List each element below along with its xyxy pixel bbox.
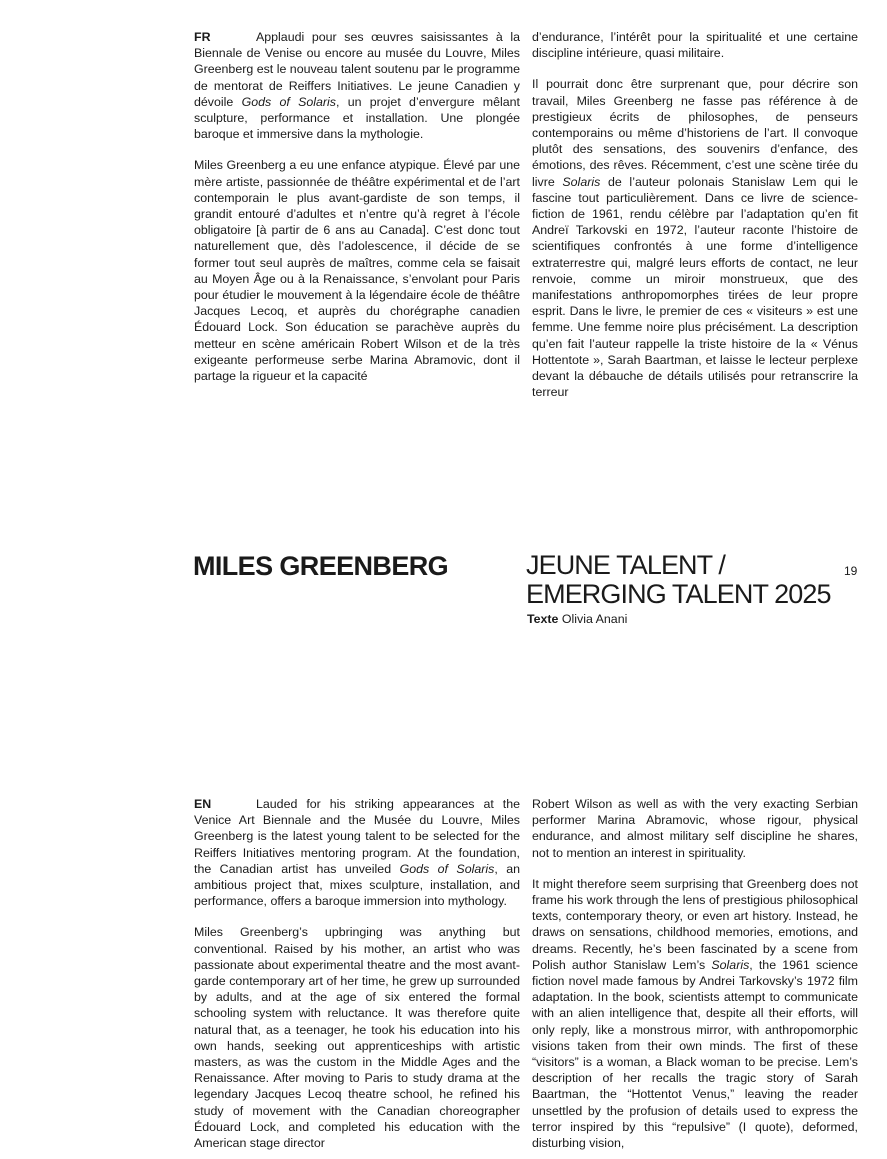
en-paragraph-2: Miles Greenberg’s upbringing was anything but conventional. Raised by his mother, an artist who was passionate about experimental theatre and the most avant-garde contemporary art of her time, he grew up surrounded by adults, and at the age of six entered the formal schooling system with reluctance. It was therefore quite natural that, as a teenager, he took his education into his own hands, seeking out apprenticeships with artistic masters, as was the custom in the Middle Ages and the Renaissance. After moving to Paris to study drama at the legendary Jacques Lecoq theatre school, he refined his study of movement with the Canadian choreographer Édouard Lock, and completed his education with the American stage director bbox=[194, 925, 520, 1151]
en-p1-text-a: Lauded for his striking appearances at the Venice Art Biennale and the Musée du Louvre, Miles Greenberg is the latest young talent to be selected for the Reiffers Initiatives mentoring program. At the foundation, the Canadian artist has unveiled bbox=[194, 797, 520, 876]
en-p4-text-b: , the 1961 science fiction novel made famous by Andrei Tarkovsky’s 1972 film adaptation. In the book, scientists attempt to communicate with an alien intelligence that, despite all their efforts, will only reply, like a monstrous mirror, with anthropomorphic visions taken from their own minds. The first of these “visitors” is a woman, a Black woman to be precise. Lem’s description of her recalls the tragic story of Sarah Baartman, the “Hottentot Venus,” leaving the reader unsettled by the profusion of details used to express the terror inspired by this “repulsive” (I quote), deformed, disturbing vision, bbox=[532, 957, 858, 1151]
en-column-right bbox=[532, 796, 858, 1151]
byline-label: Texte bbox=[527, 612, 559, 626]
en-paragraph-3: Robert Wilson as well as with the very exacting Serbian performer Marina Abramovic, whose rigour, physical endurance, and almost military self discipline he shares, not to mention an interest in spirituality. bbox=[532, 797, 858, 860]
fr-p1-italic: Gods of Solaris bbox=[241, 94, 336, 109]
en-column-left bbox=[194, 796, 520, 1151]
fr-p4-italic: Solaris bbox=[562, 174, 601, 189]
fr-p1-text-a: Applaudi pour ses œuvres saisissantes à la Biennale de Venise ou encore au musée du Louvre, Miles Greenberg est le nouveau talent soutenu par le programme de mentorat de Reiffers Initiatives. Le jeune Canadien y dévoile bbox=[194, 30, 520, 109]
en-p4-text-a: It might therefore seem surprising that Greenberg does not frame his work through the lens of prestigious philosophical texts, contemporary theory, or even art history. Instead, he draws on sensations, childhood memories, emotions, and dreams. Recently, he’s been fascinated by a scene from Polish author Stanislaw Lem’s bbox=[532, 876, 858, 972]
en-paragraph-4 bbox=[532, 876, 858, 1151]
fr-p4-text-b: de l’auteur polonais Stanislaw Lem qui le fascine tout particulièrement. Dans ce livre de science-fiction de 1961, rendu célèbre par l’adaptation qu’en fit Andreï Tarkovski en 1972, l’auteur raconte l’histoire de scientifiques confrontés à une forme d’intelligence extraterrestre qui, malgré leurs efforts de contact, ne leur renvoie, comme un miroir monstrueux, que des manifestations anthropomorphes tirées de leur propre esprit. Dans le livre, le premier de ces « visiteurs » est une femme. Une femme noire plus précisément. La description qu’en fait l’auteur rappelle la triste histoire de la « Vénus Hottentote », Sarah Baartman, et laisse le lecteur perplexe devant la débauche de détails utilisés pour retranscrire la terreur bbox=[532, 174, 858, 400]
byline bbox=[527, 612, 627, 626]
fr-column-left bbox=[194, 29, 520, 384]
en-p1-text-b: , an ambitious project that, mixes sculpture, installation, and performance, offers a baroque immersion into mythology. bbox=[194, 861, 520, 909]
article-subtitle bbox=[526, 551, 831, 609]
byline-author: Olivia Anani bbox=[561, 612, 628, 626]
en-p4-italic: Solaris bbox=[711, 957, 750, 972]
en-p1-italic: Gods of Solaris bbox=[399, 861, 495, 876]
subtitle-line-1: JEUNE TALENT / bbox=[526, 550, 725, 580]
fr-p1-text-b: , un projet d’envergure mêlant sculpture, performance et installation. Une plongée baroque et immersive dans la mythologie. bbox=[194, 94, 520, 142]
fr-paragraph-1 bbox=[194, 29, 520, 142]
fr-paragraph-4 bbox=[532, 76, 858, 400]
en-paragraph-1 bbox=[194, 796, 520, 909]
fr-paragraph-3: d’endurance, l’intérêt pour la spiritualité et une certaine discipline intérieure, quasi militaire. bbox=[532, 30, 858, 61]
fr-p4-text-a: Il pourrait donc être surprenant que, pour décrire son travail, Miles Greenberg ne fasse pas référence à de prestigieux écrits de philosophes, de penseurs contemporains ou même d’historiens de l’art. Il convoque plutôt des sensations, des souvenirs d’enfance, des émotions, des rêves. Récemment, c’est une scène tirée du livre bbox=[532, 77, 858, 189]
article-title: MILES GREENBERG bbox=[193, 551, 449, 581]
subtitle-line-2: EMERGING TALENT 2025 bbox=[526, 579, 831, 609]
fr-column-right bbox=[532, 29, 858, 400]
en-language-label: EN bbox=[194, 797, 212, 811]
fr-language-label: FR bbox=[194, 30, 211, 44]
fr-paragraph-2: Miles Greenberg a eu une enfance atypique. Élevé par une mère artiste, passionnée de théâtre expérimental et de l’art contemporain le plus avant-gardiste de son temps, il grandit entouré d’adultes et n’entre qu’à regret à l’école obligatoire [à partir de 6 ans au Canada]. C’est donc tout naturellement que, dès l’adolescence, il décide de se former tout seul auprès de maîtres, comme cela se faisait au Moyen Âge ou à la Renaissance, s’envolant pour Paris pour étudier le mouvement à la légendaire école de théâtre Jacques Lecoq, et auprès du chorégraphe canadien Édouard Lock. Son éducation se parachève auprès du metteur en scène américain Robert Wilson et de la très exigeante performeuse serbe Marina Abramovic, dont il partage la rigueur et la capacité bbox=[194, 158, 520, 384]
page-number: 19 bbox=[844, 564, 858, 578]
